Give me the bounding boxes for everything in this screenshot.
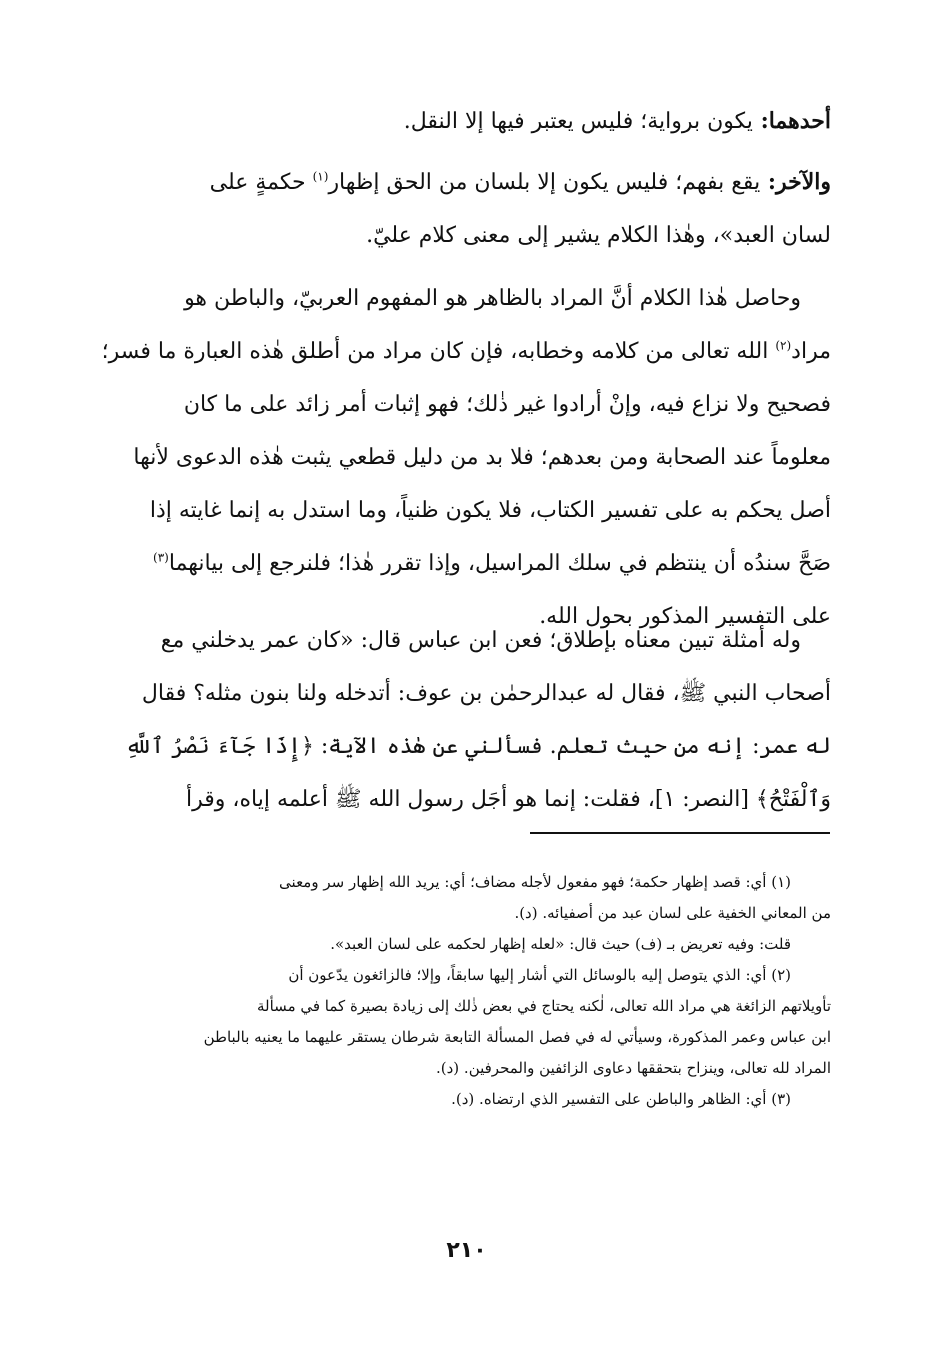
footnote-1-line-3: قلت: وفيه تعريض بـ (ف) حيث قال: «لعله إظهار لحكمه على لسان العبد». (330, 935, 791, 953)
paragraph-1 (101, 95, 831, 148)
footnote-2-line-3: ابن عباس وعمر المذكورة، وسيأتي له في فصل المسألة التابعة شرطان يستقر عليهما ما يعنيه بالباطن (203, 1028, 831, 1046)
footnote-separator (530, 832, 830, 834)
paragraph-4-line-2: أصحاب النبي ﷺ، فقال له عبدالرحمٰن بن عوف: أتدخله ولنا بنون مثله؟ فقال (141, 681, 831, 706)
paragraph-2-line-2: لسان العبد»، وهٰذا الكلام يشير إلى معنى كلام عليّ. (366, 223, 831, 248)
footnote-1-line-1: (١) أي: قصد إظهار حكمة؛ فهو مفعول لأجله مضاف؛ أي: يريد الله إظهار سر ومعنى (279, 873, 791, 891)
footnote-2-line-2: تأويلاتهم الزائغة هي مراد الله تعالى، لٰكنه يحتاج في بعض ذٰلك إلى زيادة بصيرة كما في مسألة (257, 997, 831, 1015)
main-text (101, 95, 831, 148)
footnote-mark-2: (٢) (775, 338, 792, 353)
paragraph-3-line-5: أصل يحكم به على تفسير الكتاب، فلا يكون ظنياً، وما استدل به إنما غايته إذا (149, 498, 831, 523)
paragraph-2-text-a: يقع بفهم؛ فليس يكون إلا بلسان من الحق إظهار (328, 170, 761, 195)
footnotes (101, 867, 831, 1115)
page-number: ٢١٠ (446, 1238, 487, 1263)
paragraph-3-text-c: صَحَّ سندُه أن ينتظم في سلك المراسيل، وإذا تقرر هٰذا؛ فلنرجع إلى بيانهما (168, 551, 831, 576)
term-second: والآخر: (760, 169, 831, 195)
paragraph-1-text: يكون برواية؛ فليس يعتبر فيها إلا النقل. (403, 109, 753, 134)
paragraph-3-text-b: الله تعالى من كلامه وخطابه، فإن كان مراد من أطلق هٰذه العبارة ما فسر؛ (101, 339, 776, 364)
paragraph-3-line-3: فصحيح ولا نزاع فيه، وإنْ أرادوا غير ذٰلك؛ فهو إثبات أمر زائد على ما كان (183, 392, 831, 417)
paragraph-4-line-1: وله أمثلة تبين معناه بإطلاق؛ فعن ابن عباس قال: «كان عمر يدخلني مع (160, 628, 801, 653)
paragraph-3 (101, 272, 831, 643)
footnote-2-line-1: (٢) أي: الذي يتوصل إليه بالوسائل التي أشار إليها سابقاً، وإلا؛ فالزائغون يدّعون أن (288, 966, 791, 984)
paragraph-3-line-7: على التفسير المذكور بحول الله. (539, 604, 831, 629)
paragraph-3-text-a: مراد (791, 339, 831, 364)
footnote-1-line-2: من المعاني الخفية على لسان عبد من أصفيائه. (د). (514, 904, 831, 922)
paragraph-3-line-2 (101, 325, 831, 378)
paragraph-2-line-1 (101, 156, 831, 209)
footnote-2-line-4: المراد لله تعالى، وينزاح بتحققها دعاوى الزائفين والمحرفين. (د). (436, 1059, 831, 1077)
footnote-3-line-1: (٣) أي: الظاهر والباطن على التفسير الذي ارتضاه. (د). (451, 1090, 791, 1108)
term-first: أحدهما: (752, 108, 831, 134)
footnote-mark-1: (١) (312, 169, 329, 184)
paragraph-4-line-4: وَٱلْفَتْحُ﴾ [النصر: ١]، فقلت: إنما هو أجَل رسول الله ﷺ أعلمه إياه، وقرأ (186, 787, 831, 812)
paragraph-4-line-3: له عمر: إنه من حيث تعلم. فسألني عن هٰذه الآية: ﴿إِذَا جَآءَ نَصْرُ ٱللَّهِ (125, 734, 831, 759)
footnote-mark-3: (٣) (153, 550, 169, 565)
paragraph-3-line-6 (101, 537, 831, 590)
paragraph-2-text-b: حكمةٍ على (209, 170, 313, 195)
paragraph-3-line-4: معلوماً عند الصحابة ومن بعدهم؛ فلا بد من دليل قطعي يثبت هٰذه الدعوى لأنها (133, 445, 831, 470)
paragraph-3-line-1: وحاصل هٰذا الكلام أنَّ المراد بالظاهر هو المفهوم العربيّ، والباطن هو (184, 286, 801, 311)
paragraph-4 (101, 614, 831, 826)
paragraph-2 (101, 156, 831, 262)
